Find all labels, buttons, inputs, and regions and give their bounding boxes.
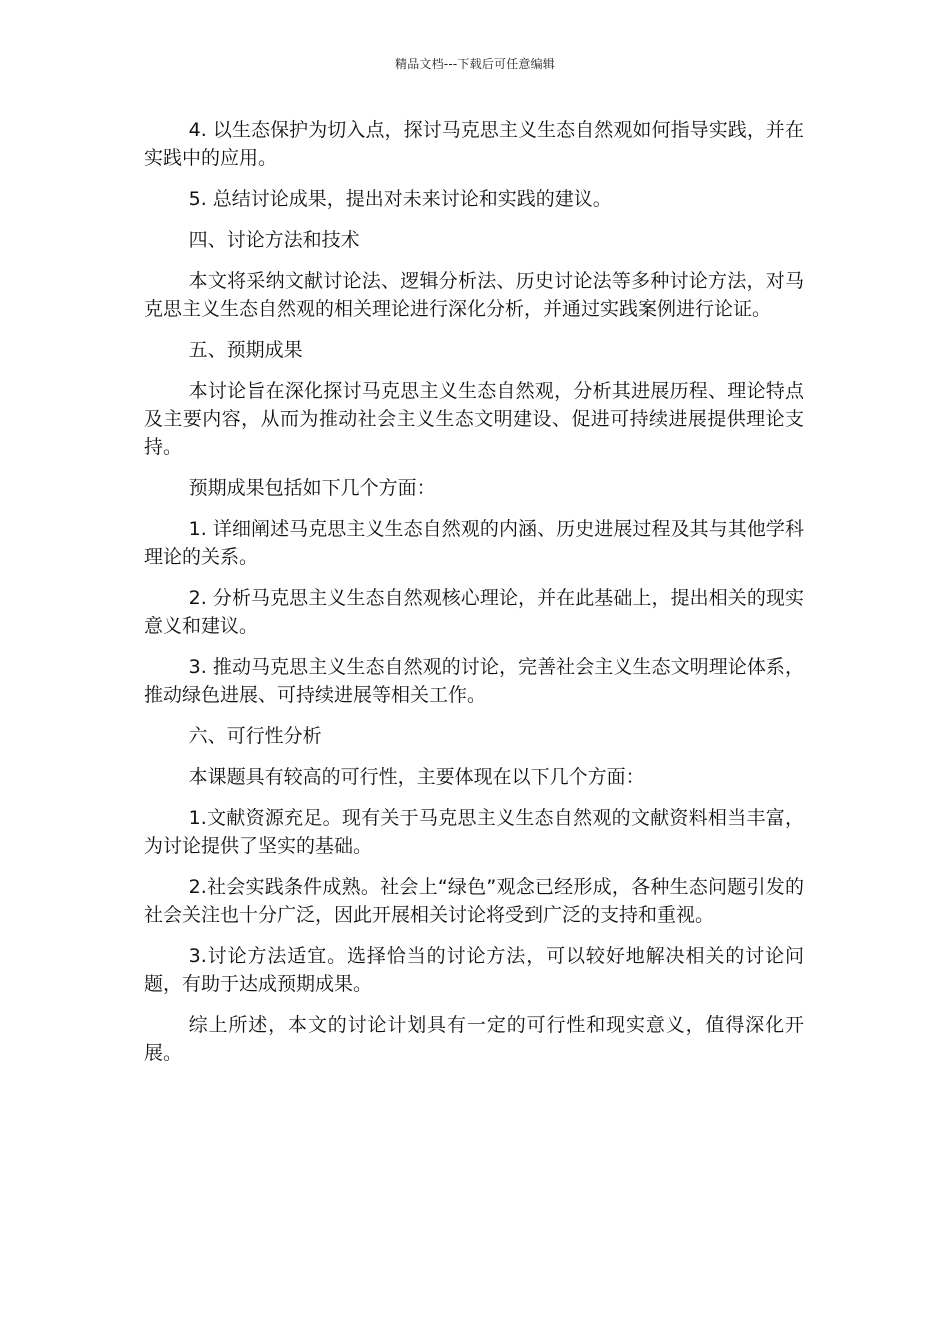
- section-heading-methods: 四、讨论方法和技术: [188, 229, 360, 251]
- result-item-2: 2. 分析马克思主义生态自然观核心理论，并在此基础上，提出相关的现实意义和建议。: [144, 587, 804, 637]
- paragraph-results-intro: 预期成果包括如下几个方面：: [188, 477, 436, 499]
- result-item-1: 1. 详细阐述马克思主义生态自然观的内涵、历史进展过程及其与其他学科理论的关系。: [144, 518, 804, 568]
- feasibility-item-1: 1.文献资源充足。现有关于马克思主义生态自然观的文献资料相当丰富，为讨论提供了坚实的基础。: [144, 807, 804, 857]
- feasibility-item-2: 2.社会实践条件成熟。社会上“绿色”观念已经形成，各种生态问题引发的社会关注也十分广泛，因此开展相关讨论将受到广泛的支持和重视。: [144, 876, 804, 926]
- paragraph-expected-results: 本讨论旨在深化探讨马克思主义生态自然观，分析其进展历程、理论特点及主要内容，从而为推动社会主义生态文明建设、促进可持续进展提供理论支持。: [144, 380, 804, 458]
- paragraph-conclusion: 综上所述，本文的讨论计划具有一定的可行性和现实意义，值得深化开展。: [144, 1014, 804, 1064]
- document-body: [144, 116, 804, 1080]
- section-heading-expected-results: 五、预期成果: [188, 339, 303, 361]
- paragraph-item-4: 4. 以生态保护为切入点，探讨马克思主义生态自然观如何指导实践，并在实践中的应用。: [144, 119, 804, 169]
- paragraph-feasibility-intro: 本课题具有较高的可行性，主要体现在以下几个方面：: [188, 766, 645, 788]
- paragraph-item-5: 5. 总结讨论成果，提出对未来讨论和实践的建议。: [188, 188, 612, 210]
- section-heading-feasibility: 六、可行性分析: [188, 725, 322, 747]
- result-item-3: 3. 推动马克思主义生态自然观的讨论，完善社会主义生态文明理论体系，推动绿色进展、可持续进展等相关工作。: [144, 656, 804, 706]
- page-header: 精品文档---下载后可任意编辑: [395, 57, 555, 71]
- paragraph-methods: 本文将采纳文献讨论法、逻辑分析法、历史讨论法等多种讨论方法，对马克思主义生态自然观的相关理论进行深化分析，并通过实践案例进行论证。: [144, 270, 804, 320]
- feasibility-item-3: 3.讨论方法适宜。选择恰当的讨论方法，可以较好地解决相关的讨论问题，有助于达成预期成果。: [144, 945, 804, 995]
